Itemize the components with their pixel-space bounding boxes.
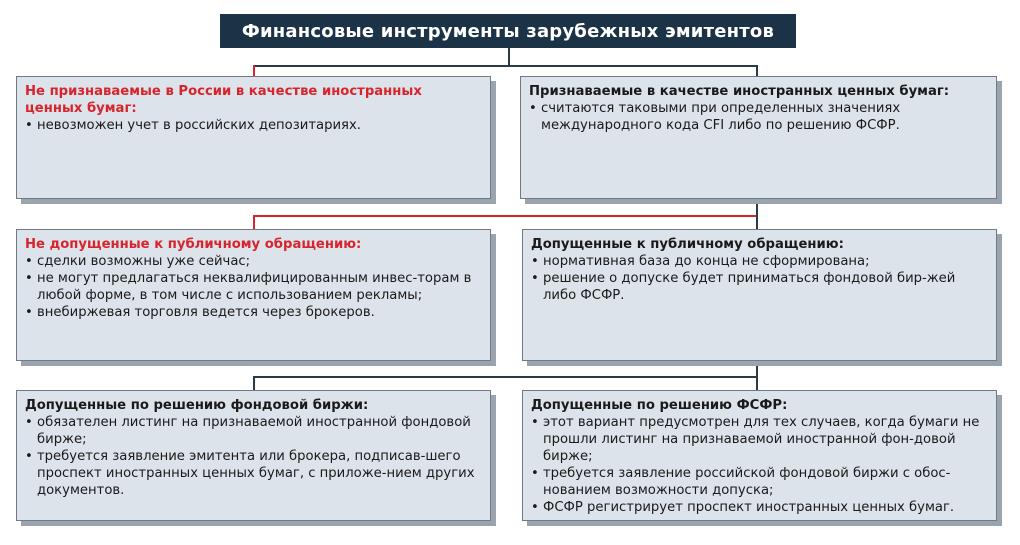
- bullet-icon: •: [531, 254, 539, 269]
- connector-bottom-left-drop: [253, 376, 255, 390]
- box-not-admitted: [16, 229, 491, 361]
- bullet-icon: •: [531, 271, 539, 286]
- bullet-icon: •: [531, 500, 539, 515]
- bullet-icon: •: [25, 271, 33, 286]
- list-item: • требуется заявление эмитента или брокера, подписав-шего проспект иностранных ценных бумаг, с приложе-нием других документов.: [25, 449, 475, 498]
- box-admitted: [522, 229, 997, 361]
- connector-title-stem: [508, 48, 510, 66]
- bullet-icon: •: [531, 466, 539, 481]
- connector-bottom-horizontal: [253, 376, 758, 378]
- list-item: • нормативная база до конца не сформирована;: [531, 254, 870, 269]
- list-item: • этот вариант предусмотрен для тех случаев, когда бумаги не прошли листинг на признаваемой иностранной фон-довой бирже;: [531, 415, 980, 464]
- list-item: • обязателен листинг на признаваемой иностранной фондовой бирже;: [25, 415, 471, 447]
- list-item: • не могут предлагаться неквалифицированным инвес-торам в любой форме, в том числе с использованием рекламы;: [25, 271, 472, 303]
- connector-admitted-stem: [756, 361, 758, 377]
- list-item: • невозможен учет в российских депозитариях.: [25, 118, 361, 133]
- list-item: • требуется заявление российской фондовой биржи с обос-нованием возможности допуска;: [531, 466, 951, 498]
- bullet-icon: •: [25, 305, 33, 320]
- connector-title-left-drop: [253, 65, 255, 76]
- connector-mid-left-drop: [253, 215, 255, 229]
- list-item: • внебиржевая торговля ведется через брокеров.: [25, 305, 375, 320]
- box-heading: Допущенные по решению ФСФР:: [531, 398, 788, 413]
- connector-mid-right-drop: [756, 215, 758, 229]
- list-item: • сделки возможны уже сейчас;: [25, 254, 251, 269]
- box-by-fsfr: [522, 390, 997, 521]
- connector-recognized-stem: [756, 200, 758, 216]
- connector-title-right-drop: [756, 65, 758, 76]
- box-heading: Допущенные к публичному обращению:: [531, 237, 844, 252]
- bullet-icon: •: [25, 118, 33, 133]
- bullet-icon: •: [529, 101, 537, 116]
- box-heading: Не признаваемые в России в качестве иностранных ценных бумаг:: [25, 84, 422, 116]
- bullet-icon: •: [25, 415, 33, 430]
- list-item: • решение о допуске будет приниматься фондовой бир-жей либо ФСФР.: [531, 271, 956, 303]
- bullet-icon: •: [25, 449, 33, 464]
- box-by-exchange: [16, 390, 491, 521]
- box-recognized: [520, 76, 997, 199]
- connector-mid-horizontal: [253, 215, 758, 217]
- box-heading: Не допущенные к публичному обращению:: [25, 237, 362, 252]
- diagram-title: Финансовые инструменты зарубежных эмитентов: [220, 14, 796, 48]
- list-item: • считаются таковыми при определенных значениях международного кода CFI либо по решению ФСФР.: [529, 101, 901, 133]
- box-heading: Признаваемые в качестве иностранных ценных бумаг:: [529, 84, 950, 99]
- box-heading: Допущенные по решению фондовой биржи:: [25, 398, 369, 413]
- connector-bottom-right-drop: [756, 376, 758, 390]
- bullet-icon: •: [531, 415, 539, 430]
- bullet-icon: •: [25, 254, 33, 269]
- connector-title-horizontal: [253, 65, 758, 67]
- box-not-recognized: [16, 76, 491, 199]
- list-item: • ФСФР регистрирует проспект иностранных ценных бумаг.: [531, 500, 955, 515]
